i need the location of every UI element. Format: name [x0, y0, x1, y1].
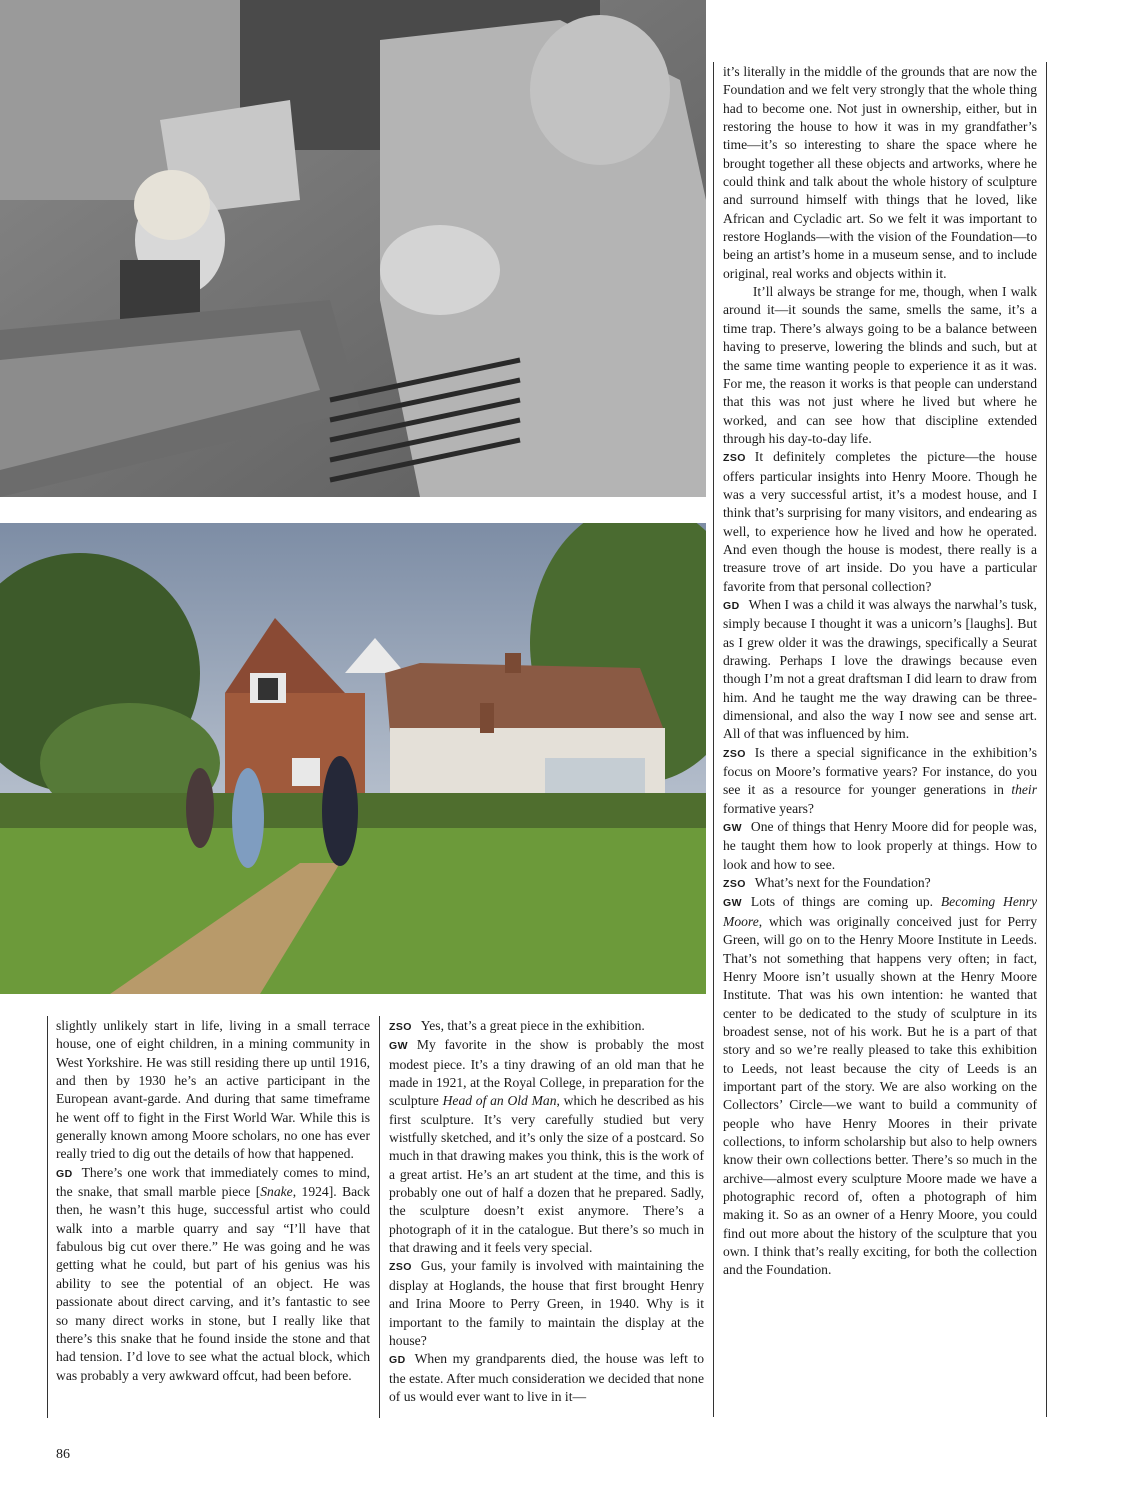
text: When I was a child it was always the narwhal’s tusk, simply because I thought it was a unicorn’s [laughs]. But as I grew older it was the drawings, specifically a Seurat drawing. Perhaps I love the drawings because even though I’m not a great draftsman I did learn to draw from him. And he taught me the way drawing can be three-dimensional, and also the way I now see and sense art. All of that was influenced by him.	[723, 596, 1037, 742]
text: It definitely completes the picture—the house offers particular insights into Henry Moore. Though he was a very successful artist, it’s a modest house, and I think that’s surprising for many visitors, and endearing as well, to experience how he lived and how he operated. And even though the house is modest, there really is a treasure trove of art inside. Do you have a particular favorite from that personal collection?	[723, 449, 1037, 594]
speaker-label: GW	[389, 1040, 408, 1053]
paragraph: It’ll always be strange for me, though, when I walk around it—it sounds the same, smells the same, it’s a time trap. There’s always going to be a balance between having to preserve, lowering the blinds and such, but at the same time wanting people to experience it as it was. For me, the reason it works is that people can understand that this was not just where he lived but where he worked, and can see how that discipline extended through his day-to-day life.	[723, 284, 1037, 446]
page-number: 86	[56, 1447, 70, 1462]
paragraph	[723, 893, 1037, 1279]
text: Gus, your family is involved with maintaining the display at Hoglands, the house that first brought Henry and Irina Moore to Perry Green, in 1940. Why is it important to the family to maintain the display at the house?	[389, 1258, 704, 1348]
hoglands-house-photo	[0, 523, 706, 994]
paragraph	[389, 1036, 704, 1257]
speaker-label: ZSO	[389, 1021, 412, 1033]
paragraph	[56, 1164, 370, 1385]
text-column-right	[723, 63, 1037, 1280]
speaker-label: GD	[56, 1167, 73, 1180]
text: , which he described as his first sculpture. It’s very carefully studied but very wistfully sketched, and it’s only the size of a postcard. So much in that drawing makes you think, this is the work of a great artist. He’s an art student at the time, and this is probably one out of half a dozen that he prepared. Sadly, the sculpture doesn’t exist anymore. There’s a photograph of it in the catalogue. But there’s so much in that drawing and it feels very special.	[389, 1093, 705, 1256]
text: Is there a special significance in the exhibition’s focus on Moore’s formative years? For instance, do you see it as a resource for younger generations in	[723, 744, 1037, 798]
speaker-label: GW	[723, 822, 742, 835]
emphasis: their	[1011, 782, 1037, 798]
column-rule-1	[47, 1016, 48, 1418]
speaker-label: GD	[723, 599, 740, 612]
artwork-title: Snake	[260, 1184, 293, 1200]
paragraph	[389, 1257, 704, 1350]
speaker-label: ZSO	[723, 452, 746, 465]
text-column-middle	[389, 1017, 704, 1406]
speaker-label: GD	[389, 1354, 406, 1367]
text: , 1924]. Back then, he wasn’t this huge, successful artist who could walk into a marble quarry and say “I’ll have that fabulous big cut over there.” He was going and he was getting what he could, but part of his genius was his ability to see the potential of an object. He was passionate about direct carving, and it’s fantastic to see so many direct works in stone, but I really like that there’s this snake that he found inside the stone and that had tension. I’d love to see what the actual block, which was probably a very awkward offcut, had been before.	[56, 1184, 370, 1383]
studio-photo	[0, 0, 706, 497]
text-column-left	[56, 1017, 370, 1385]
exhibition-title: Becoming Henry Moore	[723, 894, 1037, 929]
text: Yes, that’s a great piece in the exhibition.	[420, 1018, 645, 1033]
paragraph	[389, 1017, 704, 1036]
paragraph	[723, 448, 1037, 596]
paragraph	[389, 1350, 704, 1406]
column-rule-4	[1046, 62, 1047, 1417]
paragraph	[723, 818, 1037, 874]
text: One of things that Henry Moore did for people was, he taught them how to look properly at things. How to look and how to see.	[723, 819, 1037, 872]
column-rule-2	[379, 1016, 380, 1418]
paragraph: slightly unlikely start in life, living in a small terrace house, one of eight children, in a mining community in West Yorkshire. He was still residing there up until 1916, and then by 1930 he’s an active participant in the European avant-garde. And during that same timeframe he went off to fight in the First World War. While this is generally known among Moore scholars, no one has ever really tried to dig out the details of how that happened.	[56, 1018, 370, 1162]
text: , which was originally conceived just for Perry Green, will go on to the Henry Moore Institute in Leeds. That’s not something that happens very often; in fact, Henry Moore isn’t usually shown at the Henry Moore Institute. That was his own intention: he wanted that center to be dedicated to the study of sculpture in its broadest sense, not of his work. But he is a part of that story and so we’re really pleased to take this exhibition to Leeds, not least because the city of Leeds is an important part of the story. We are also working on the Collectors’ Circle—we want to build a community of people who have Henry Moores in their private collections, to inform scholarship but also to help owners know their own collections better. There’s so much in the archive—almost every sculpture Moore made we have a photographic record of, often a photograph of him making it. So as an owner of a Henry Moore, you could find out more about the history of the sculpture that you own. I think that’s really exciting, for both the collection and the Foundation.	[723, 913, 1037, 1278]
artwork-title: Head of an Old Man	[442, 1093, 557, 1109]
paragraph: it’s literally in the middle of the grounds that are now the Foundation and we felt very strongly that the whole thing had to become one. Not just in ownership, either, but in restoring the house to how it was in my grandfather’s time—it’s so interesting to share the space where he brought together all these objects and artworks, where he could think and talk about the whole history of sculpture and surround himself with things that he loved, like African and Cycladic art. So we felt it was important to restore Hoglands—with the vision of the Foundation—to being an artist’s home in a museum sense, and to include original, real works and objects within it.	[723, 64, 1037, 281]
text: There’s one work that immediately comes to mind, the snake, that small marble piece [	[56, 1164, 370, 1200]
text: When my grandparents died, the house was left to the estate. After much consideration we decided that none of us would ever want to live in it—	[389, 1351, 704, 1404]
speaker-label: ZSO	[723, 747, 746, 760]
paragraph	[723, 596, 1037, 744]
speaker-label: ZSO	[389, 1261, 412, 1274]
column-rule-3	[713, 62, 714, 1417]
speaker-label: GW	[723, 897, 742, 910]
paragraph	[723, 874, 1037, 893]
speaker-label: ZSO	[723, 878, 746, 891]
text: Lots of things are coming up.	[750, 894, 941, 910]
text: My favorite in the show is probably the most modest piece. It’s a tiny drawing of an old man that he made in 1921, at the Royal College, in preparation for the sculpture	[389, 1037, 704, 1109]
text: formative years?	[723, 800, 814, 816]
paragraph	[723, 744, 1037, 818]
text: What’s next for the Foundation?	[754, 875, 931, 891]
